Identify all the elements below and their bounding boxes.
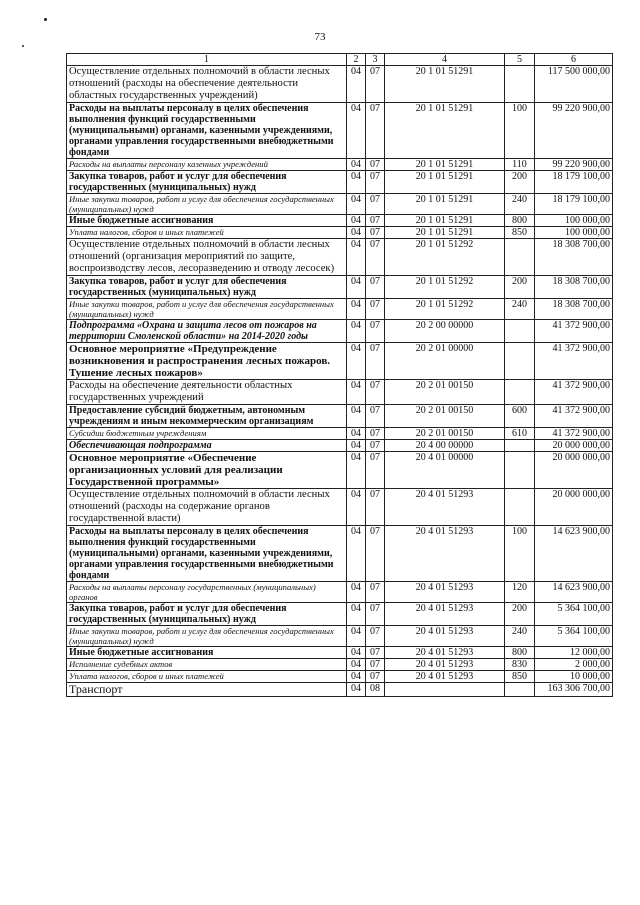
subsection-code: 07	[366, 159, 385, 171]
section-code: 04	[347, 440, 366, 452]
section-code: 04	[347, 320, 366, 343]
expense-type-code: 240	[505, 194, 535, 215]
target-article-code: 20 1 01 51291	[385, 171, 505, 194]
table-row	[67, 343, 613, 380]
section-code: 04	[347, 683, 366, 697]
item-name: Закупка товаров, работ и услуг для обеспечения государственных (муниципальных) нужд	[67, 171, 347, 194]
expense-type-code: 200	[505, 276, 535, 299]
amount: 41 372 900,00	[535, 320, 613, 343]
header-row	[67, 54, 613, 66]
amount: 100 000,00	[535, 227, 613, 239]
subsection-code: 07	[366, 343, 385, 380]
section-code: 04	[347, 405, 366, 428]
subsection-code: 07	[366, 276, 385, 299]
subsection-code: 07	[366, 526, 385, 582]
amount: 100 000,00	[535, 215, 613, 227]
section-code: 04	[347, 452, 366, 489]
table-row	[67, 276, 613, 299]
table-row	[67, 227, 613, 239]
subsection-code: 07	[366, 428, 385, 440]
item-name: Расходы на обеспечение деятельности областных государственных учреждений	[67, 380, 347, 405]
section-code: 04	[347, 428, 366, 440]
expense-type-code: 850	[505, 227, 535, 239]
expense-type-code	[505, 320, 535, 343]
page-number: 73	[314, 31, 326, 43]
item-name: Расходы на выплаты персоналу в целях обеспечения выполнения функций государственными (муниципальными) органами, казенными учреждениями, органами управления государственными внебюджетными фондами	[67, 103, 347, 159]
table-row	[67, 405, 613, 428]
amount: 20 000 000,00	[535, 489, 613, 526]
section-code: 04	[347, 66, 366, 103]
target-article-code: 20 4 00 00000	[385, 440, 505, 452]
target-article-code: 20 4 01 51293	[385, 526, 505, 582]
target-article-code: 20 1 01 51292	[385, 276, 505, 299]
expense-type-code: 200	[505, 603, 535, 626]
table-row	[67, 171, 613, 194]
table-row	[67, 239, 613, 276]
item-name: Обеспечивающая подпрограмма	[67, 440, 347, 452]
section-code: 04	[347, 343, 366, 380]
header-cell: 6	[535, 54, 613, 66]
target-article-code: 20 2 00 00000	[385, 320, 505, 343]
table-row	[67, 683, 613, 697]
subsection-code: 07	[366, 582, 385, 603]
amount: 163 306 700,00	[535, 683, 613, 697]
table-row	[67, 428, 613, 440]
amount: 5 364 100,00	[535, 603, 613, 626]
expense-type-code	[505, 343, 535, 380]
table-row	[67, 194, 613, 215]
section-code: 04	[347, 103, 366, 159]
table-row	[67, 647, 613, 659]
table-row	[67, 380, 613, 405]
amount: 20 000 000,00	[535, 440, 613, 452]
expense-type-code	[505, 683, 535, 697]
target-article-code: 20 4 01 51293	[385, 626, 505, 647]
subsection-code: 07	[366, 626, 385, 647]
target-article-code: 20 2 01 00000	[385, 343, 505, 380]
section-code: 04	[347, 671, 366, 683]
expense-type-code	[505, 66, 535, 103]
subsection-code: 07	[366, 227, 385, 239]
expense-type-code: 100	[505, 103, 535, 159]
table-row	[67, 215, 613, 227]
item-name: Основное мероприятие «Обеспечение организационных условий для реализации Государственной программы»	[67, 452, 347, 489]
expense-type-code: 800	[505, 215, 535, 227]
item-name: Субсидии бюджетным учреждениям	[67, 428, 347, 440]
section-code: 04	[347, 626, 366, 647]
table-row	[67, 103, 613, 159]
amount: 18 308 700,00	[535, 276, 613, 299]
item-name: Расходы на выплаты персоналу казенных учреждений	[67, 159, 347, 171]
amount: 12 000,00	[535, 647, 613, 659]
amount: 14 623 900,00	[535, 526, 613, 582]
target-article-code: 20 4 01 51293	[385, 671, 505, 683]
table-row	[67, 440, 613, 452]
subsection-code: 07	[366, 452, 385, 489]
subsection-code: 07	[366, 489, 385, 526]
item-name: Транспорт	[67, 683, 347, 697]
table-row	[67, 299, 613, 320]
section-code: 04	[347, 194, 366, 215]
expense-type-code	[505, 380, 535, 405]
expense-type-code: 830	[505, 659, 535, 671]
section-code: 04	[347, 159, 366, 171]
amount: 41 372 900,00	[535, 343, 613, 380]
item-name: Иные бюджетные ассигнования	[67, 647, 347, 659]
target-article-code: 20 2 01 00150	[385, 380, 505, 405]
item-name: Подпрограмма «Охрана и защита лесов от пожаров на территории Смоленской области» на 2014-2020 годы	[67, 320, 347, 343]
subsection-code: 07	[366, 647, 385, 659]
target-article-code: 20 1 01 51291	[385, 159, 505, 171]
target-article-code: 20 4 01 51293	[385, 603, 505, 626]
target-article-code: 20 2 01 00150	[385, 428, 505, 440]
section-code: 04	[347, 215, 366, 227]
scan-speck	[22, 45, 24, 47]
target-article-code: 20 2 01 00150	[385, 405, 505, 428]
amount: 41 372 900,00	[535, 405, 613, 428]
table-row	[67, 603, 613, 626]
amount: 18 179 100,00	[535, 194, 613, 215]
table-row	[67, 320, 613, 343]
table-row	[67, 659, 613, 671]
item-name: Уплата налогов, сборов и иных платежей	[67, 671, 347, 683]
expense-type-code: 110	[505, 159, 535, 171]
expense-type-code: 120	[505, 582, 535, 603]
item-name: Осуществление отдельных полномочий в области лесных отношений (организация мероприятий по защите, воспроизводству лесов, лесоразведению и отводу лесосек)	[67, 239, 347, 276]
section-code: 04	[347, 526, 366, 582]
table-row	[67, 626, 613, 647]
subsection-code: 07	[366, 215, 385, 227]
item-name: Уплата налогов, сборов и иных платежей	[67, 227, 347, 239]
target-article-code: 20 1 01 51291	[385, 103, 505, 159]
item-name: Иные бюджетные ассигнования	[67, 215, 347, 227]
item-name: Закупка товаров, работ и услуг для обеспечения государственных (муниципальных) нужд	[67, 276, 347, 299]
amount: 99 220 900,00	[535, 159, 613, 171]
item-name: Расходы на выплаты персоналу в целях обеспечения выполнения функций государственными (муниципальными) органами, казенными учреждениями, органами управления государственными внебюджетными фондами	[67, 526, 347, 582]
item-name: Предоставление субсидий бюджетным, автономным учреждениям и иным некоммерческим организациям	[67, 405, 347, 428]
target-article-code: 20 4 01 51293	[385, 582, 505, 603]
section-code: 04	[347, 582, 366, 603]
table-row	[67, 159, 613, 171]
target-article-code: 20 1 01 51291	[385, 194, 505, 215]
item-name: Основное мероприятие «Предупреждение возникновения и распространения лесных пожаров. Тушение лесных пожаров»	[67, 343, 347, 380]
section-code: 04	[347, 659, 366, 671]
expense-type-code: 610	[505, 428, 535, 440]
target-article-code: 20 4 01 51293	[385, 489, 505, 526]
subsection-code: 07	[366, 103, 385, 159]
subsection-code: 07	[366, 659, 385, 671]
header-cell: 3	[366, 54, 385, 66]
subsection-code: 07	[366, 405, 385, 428]
expense-type-code: 600	[505, 405, 535, 428]
section-code: 04	[347, 239, 366, 276]
subsection-code: 07	[366, 194, 385, 215]
amount: 41 372 900,00	[535, 428, 613, 440]
table-row	[67, 66, 613, 103]
table-row	[67, 489, 613, 526]
table-row	[67, 452, 613, 489]
subsection-code: 07	[366, 299, 385, 320]
item-name: Расходы на выплаты персоналу государственных (муниципальных) органов	[67, 582, 347, 603]
header-cell: 2	[347, 54, 366, 66]
amount: 18 179 100,00	[535, 171, 613, 194]
table-row	[67, 526, 613, 582]
header-cell: 4	[385, 54, 505, 66]
target-article-code: 20 4 01 51293	[385, 659, 505, 671]
amount: 18 308 700,00	[535, 239, 613, 276]
subsection-code: 07	[366, 671, 385, 683]
amount: 41 372 900,00	[535, 380, 613, 405]
expense-type-code: 240	[505, 626, 535, 647]
target-article-code: 20 4 01 51293	[385, 647, 505, 659]
expense-type-code: 100	[505, 526, 535, 582]
scan-speck	[44, 18, 47, 21]
expense-type-code: 200	[505, 171, 535, 194]
header-cell: 5	[505, 54, 535, 66]
item-name: Осуществление отдельных полномочий в области лесных отношений (расходы на обеспечение деятельности областных государственных учреждений)	[67, 66, 347, 103]
subsection-code: 07	[366, 320, 385, 343]
target-article-code	[385, 683, 505, 697]
subsection-code: 07	[366, 239, 385, 276]
target-article-code: 20 1 01 51292	[385, 239, 505, 276]
target-article-code: 20 1 01 51291	[385, 215, 505, 227]
section-code: 04	[347, 489, 366, 526]
expense-type-code: 800	[505, 647, 535, 659]
amount: 117 500 000,00	[535, 66, 613, 103]
section-code: 04	[347, 171, 366, 194]
subsection-code: 08	[366, 683, 385, 697]
target-article-code: 20 1 01 51291	[385, 227, 505, 239]
section-code: 04	[347, 380, 366, 405]
target-article-code: 20 1 01 51292	[385, 299, 505, 320]
expense-type-code	[505, 440, 535, 452]
expense-type-code: 850	[505, 671, 535, 683]
amount: 20 000 000,00	[535, 452, 613, 489]
subsection-code: 07	[366, 603, 385, 626]
subsection-code: 07	[366, 66, 385, 103]
amount: 18 308 700,00	[535, 299, 613, 320]
amount: 99 220 900,00	[535, 103, 613, 159]
section-code: 04	[347, 603, 366, 626]
expense-type-code	[505, 452, 535, 489]
amount: 14 623 900,00	[535, 582, 613, 603]
amount: 2 000,00	[535, 659, 613, 671]
expense-type-code: 240	[505, 299, 535, 320]
section-code: 04	[347, 647, 366, 659]
item-name: Иные закупки товаров, работ и услуг для обеспечения государственных (муниципальных) нужд	[67, 299, 347, 320]
subsection-code: 07	[366, 171, 385, 194]
amount: 10 000,00	[535, 671, 613, 683]
section-code: 04	[347, 227, 366, 239]
table-row	[67, 582, 613, 603]
budget-table	[66, 53, 613, 697]
item-name: Закупка товаров, работ и услуг для обеспечения государственных (муниципальных) нужд	[67, 603, 347, 626]
subsection-code: 07	[366, 380, 385, 405]
section-code: 04	[347, 299, 366, 320]
expense-type-code	[505, 489, 535, 526]
item-name: Исполнение судебных актов	[67, 659, 347, 671]
target-article-code: 20 4 01 00000	[385, 452, 505, 489]
amount: 5 364 100,00	[535, 626, 613, 647]
subsection-code: 07	[366, 440, 385, 452]
item-name: Иные закупки товаров, работ и услуг для обеспечения государственных (муниципальных) нужд	[67, 626, 347, 647]
target-article-code: 20 1 01 51291	[385, 66, 505, 103]
item-name: Осуществление отдельных полномочий в области лесных отношений (расходы на содержание органов государственной власти)	[67, 489, 347, 526]
item-name: Иные закупки товаров, работ и услуг для обеспечения государственных (муниципальных) нужд	[67, 194, 347, 215]
table-row	[67, 671, 613, 683]
expense-type-code	[505, 239, 535, 276]
header-cell: 1	[67, 54, 347, 66]
section-code: 04	[347, 276, 366, 299]
